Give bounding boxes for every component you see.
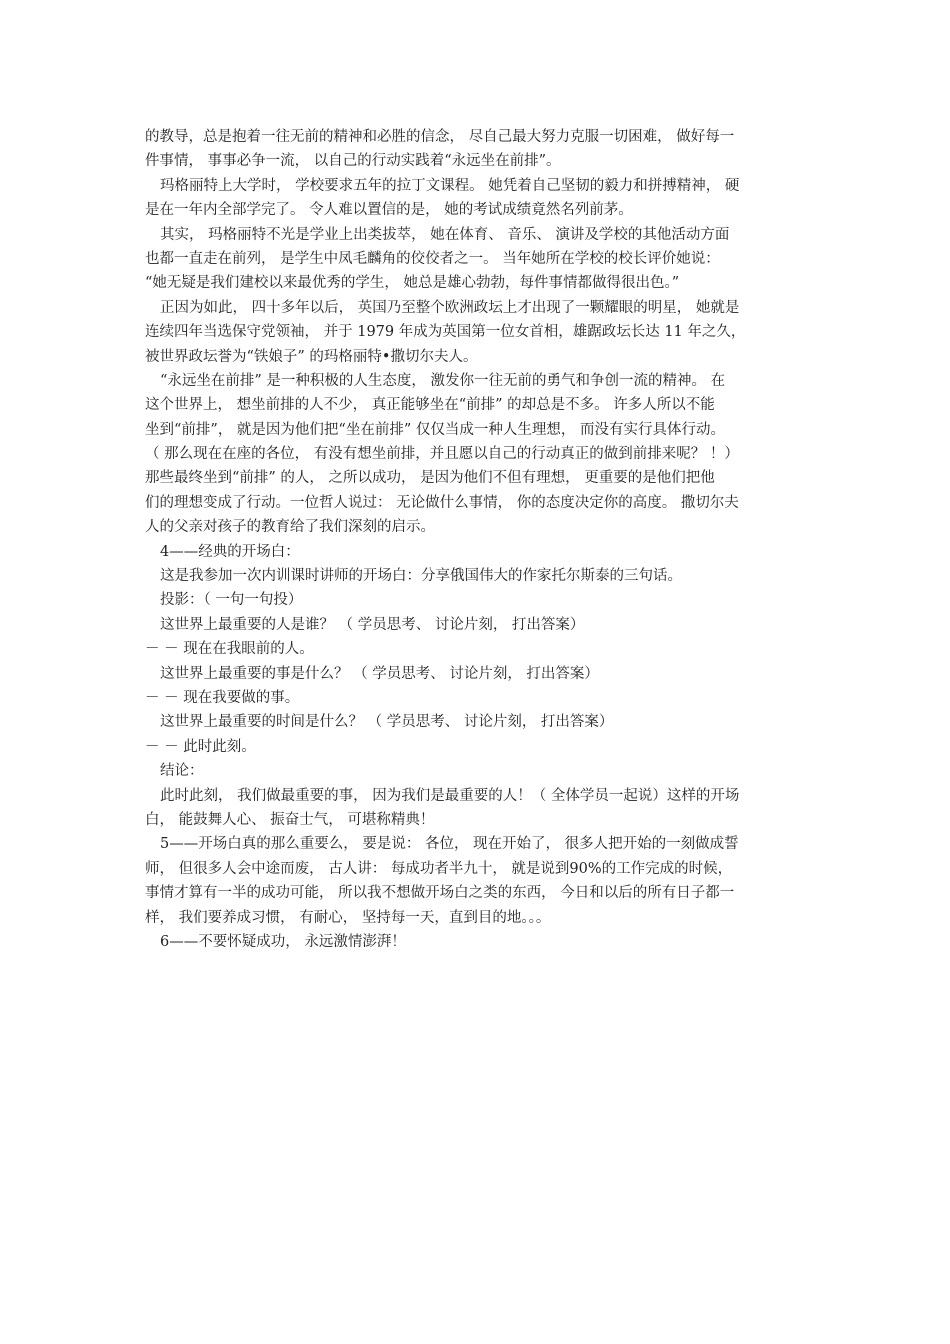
text-line: 这世界上最重要的时间是什么？ （ 学员思考、 讨论片刻， 打出答案）: [160, 714, 614, 731]
text-line: （ 那么现在在座的各位， 有没有想坐前排，并且愿以自己的行动真正的做到前排来呢？ ！）: [145, 446, 739, 463]
text-line: 人的父亲对孩子的教育给了我们深刻的启示。: [145, 519, 435, 536]
text-line: 那些最终坐到“前排” 的人， 之所以成功， 是因为他们不但有理想， 更重要的是他们把他: [145, 470, 715, 487]
text-line: 4——经典的开场白：: [160, 543, 300, 560]
text-line: 白， 能鼓舞人心、 振奋士气， 可堪称精典！: [145, 811, 435, 828]
text-line: 件事情， 事事必争一流， 以自己的行动实践着“永远坐在前排”。: [145, 153, 561, 170]
text-line: 这个世界上， 想坐前排的人不少， 真正能够坐在“前排” 的却总是不多。 许多人所以不能: [145, 397, 715, 414]
text-line: 正因为如此， 四十多年以后， 英国乃至整个欧洲政坛上才出现了一颗耀眼的明星， 她就是: [160, 299, 740, 316]
text-line: 其实， 玛格丽特不光是学业上出类拔萃， 她在体育、 音乐、 演讲及学校的其他活动方面: [160, 226, 730, 243]
text-line: 们的理想变成了行动。一位哲人说过： 无论做什么事情， 你的态度决定你的高度。 撒切尔夫: [145, 494, 739, 511]
text-line: 结论：: [160, 763, 204, 780]
text-line: 5——开场白真的那么重要么， 要是说： 各位， 现在开始了， 很多人把开始的一刻做成誓: [160, 836, 739, 853]
text-line: 事情才算有一半的成功可能， 所以我不想做开场白之类的东西， 今日和以后的所有日子都一: [145, 885, 735, 902]
text-line: 样， 我们要养成习惯， 有耐心， 坚持每一天，直到目的地。。。: [145, 909, 551, 926]
text-line: 坐到“前排”， 就是因为他们把“坐在前排” 仅仅当成一种人生理想， 而没有实行具体行动。: [145, 421, 725, 438]
text-line: 玛格丽特上大学时， 学校要求五年的拉丁文课程。 她凭着自己坚韧的毅力和拼搏精神， 硬: [160, 177, 740, 194]
text-line: 被世界政坛誉为“铁娘子” 的玛格丽特•撒切尔夫人。: [145, 348, 478, 365]
text-line: 这世界上最重要的事是什么？ （ 学员思考、 讨论片刻， 打出答案）: [160, 665, 599, 682]
text-line: 此时此刻， 我们做最重要的事， 因为我们是最重要的人！（ 全体学员一起说）这样的开场: [160, 787, 740, 804]
text-line: 这是我参加一次内训课时讲师的开场白：分享俄国伟大的作家托尔斯泰的三句话。: [160, 568, 682, 585]
text-line: 连续四年当选保守党领袖， 并于 1979 年成为英国第一位女首相，雄踞政坛长达 11 年之久，: [145, 324, 746, 341]
text-line: “她无疑是我们建校以来最优秀的学生， 她总是雄心勃勃，每件事情都做得很出色。”: [145, 275, 680, 292]
text-line: 的教导，总是抱着一往无前的精神和必胜的信念， 尽自己最大努力克服一切困难， 做好每一: [145, 129, 735, 145]
text-line: 师， 但很多人会中途而废， 古人讲： 每成功者半九十， 就是说到90%的工作完成的时候，: [145, 860, 733, 877]
text-line: 也都一直走在前列， 是学生中凤毛麟角的佼佼者之一。 当年她所在学校的校长评价她说：: [145, 250, 720, 267]
document-body: [145, 125, 815, 954]
text-line: － － 现在在我眼前的人。: [145, 641, 314, 658]
text-line: － － 此时此刻。: [145, 738, 256, 755]
text-line: “永远坐在前排” 是一种积极的人生态度， 激发你一往无前的勇气和争创一流的精神。 在: [160, 372, 726, 389]
text-line: 这世界上最重要的人是谁？ （ 学员思考、 讨论片刻， 打出答案）: [160, 616, 585, 633]
text-line: － － 现在我要做的事。: [145, 689, 300, 706]
text-line: 6——不要怀疑成功， 永远激情澎湃！: [160, 933, 406, 950]
text-line: 是在一年内全部学完了。 令人难以置信的是， 她的考试成绩竟然名列前茅。: [145, 202, 633, 219]
text-line: 投影：（ 一句一句投）: [160, 592, 303, 609]
